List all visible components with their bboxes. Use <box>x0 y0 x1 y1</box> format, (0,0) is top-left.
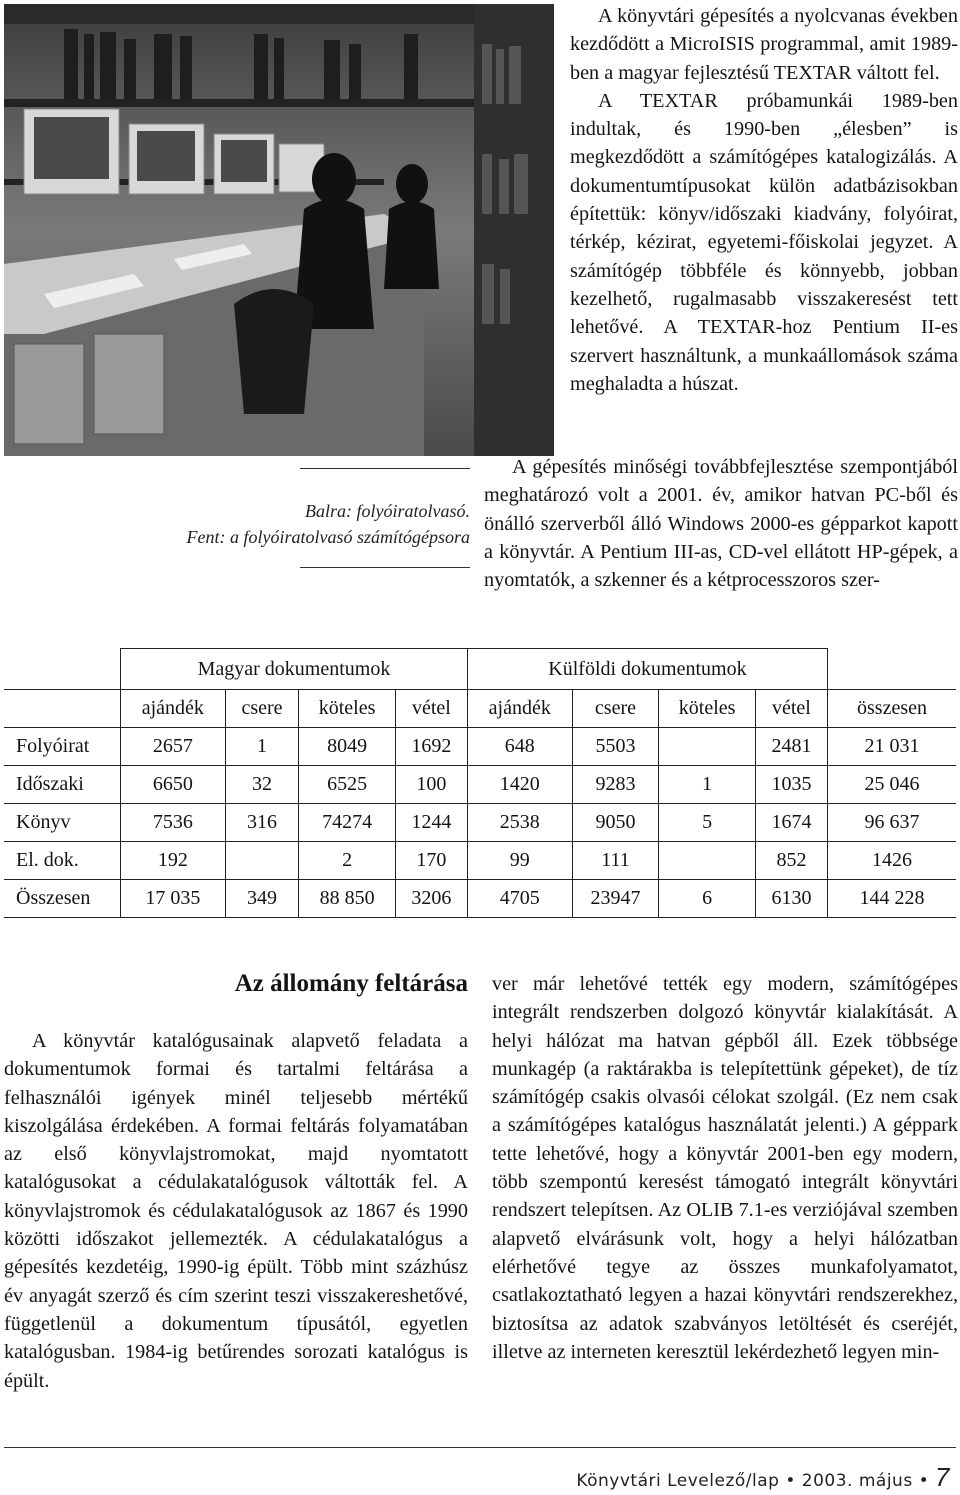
table-cell: 6525 <box>299 766 396 804</box>
right-column-bottom-text <box>492 970 958 1366</box>
table-cell: 100 <box>395 766 467 804</box>
table-cell: 316 <box>225 804 299 842</box>
caption-divider-top <box>300 468 470 469</box>
table-cell: 99 <box>467 842 572 880</box>
table-cell: 170 <box>395 842 467 880</box>
table-corner-right <box>828 649 957 690</box>
table-cell <box>659 842 756 880</box>
table-cell: 1420 <box>467 766 572 804</box>
table-row <box>4 728 956 766</box>
table-cell: 5 <box>659 804 756 842</box>
table-cell: 648 <box>467 728 572 766</box>
holdings-table <box>4 648 956 918</box>
row-label: Időszaki <box>4 766 121 804</box>
table-cell: 2 <box>299 842 396 880</box>
footer-divider <box>4 1447 956 1448</box>
table-cell: 1674 <box>755 804 827 842</box>
left-column-bottom-text <box>4 1027 468 1395</box>
table-cell-total: 96 637 <box>828 804 957 842</box>
row-label: El. dok. <box>4 842 121 880</box>
table-cell: 88 850 <box>299 880 396 918</box>
right-column-top-text <box>570 2 958 398</box>
table-cell: 9050 <box>572 804 659 842</box>
table-row-label-header <box>4 690 121 728</box>
table-cell-total: 1426 <box>828 842 957 880</box>
table-cell: 1244 <box>395 804 467 842</box>
table-cell: 7536 <box>121 804 226 842</box>
table-cell: 23947 <box>572 880 659 918</box>
group-header-foreign: Külföldi dokumentumok <box>467 649 827 690</box>
section-heading: Az állomány feltárása <box>234 970 468 997</box>
table-cell: 4705 <box>467 880 572 918</box>
row-label: Folyóirat <box>4 728 121 766</box>
table-cell: 1035 <box>755 766 827 804</box>
table-cell: 349 <box>225 880 299 918</box>
table-cell <box>659 728 756 766</box>
column-header: csere <box>572 690 659 728</box>
paragraph: ver már lehetővé tették egy modern, számítógépes integrált rendszerben dolgozó könyvtár kialakítását. A helyi hálózat ma hatvan gépből áll. Ezek többsége munkagép (a raktárakba is telepítettünk gépeket), de tíz számítógép csakis olvasói célokat szolgál. (Ez nem csak a számítógépes katalógus használatát jelenti.) A géppark tette lehetővé, hogy a könyvtár 2001-ben egy modern, több szempontú keresést támogató integrált könyvtári rendszert telepítsen. Az OLIB 7.1-es verziójával szemben alapvető elvárásunk volt, hogy a helyi hálózatban elérhetővé tegye az összes munkafolyamatot, csatlakoztatható legyen a hazai könyvtári rendszerekhez, biztosítsa az adatok szabványos letöltését és cseréjét, illetve az interneten keresztül lekérdezhető legyen min- <box>492 973 958 1363</box>
issue-date: 2003. május <box>801 1471 913 1491</box>
paragraph: A könyvtár katalógusainak alapvető feladata a dokumentumok formai és tartalmi feltárása a felhasználói igények minél teljesebb mértékű kiszolgálása érdekében. A formai feltárás folyamatában az első könyvlajstromokat, majd nyomtatott katalógusokat a cédulakatalógusok váltották fel. A könyvlajstromok és cédulakatalógusok az 1867 és 1990 közötti időszakot jellemezték. A cédulakatalógus a gépesítés kezdetéig, 1990-ig épült. Több mint százhúsz év anyagát szerző és cím szerint teszi visszakereshetővé, függetlenül a dokumentum típusától, egyetlen katalógusban. 1984-ig betűrendes sorozati katalógus is épült. <box>4 1030 468 1392</box>
column-header: csere <box>225 690 299 728</box>
table-cell-total: 144 228 <box>828 880 957 918</box>
table-row <box>4 804 956 842</box>
library-photo <box>4 4 554 456</box>
column-header: ajándék <box>467 690 572 728</box>
page-number: 7 <box>935 1462 950 1492</box>
photo-caption <box>130 498 470 550</box>
row-label: Összesen <box>4 880 121 918</box>
column-header: ajándék <box>121 690 226 728</box>
table-cell-total: 21 031 <box>828 728 957 766</box>
table-cell: 1 <box>225 728 299 766</box>
table-cell: 5503 <box>572 728 659 766</box>
table-corner <box>4 649 121 690</box>
table-cell: 6 <box>659 880 756 918</box>
table-cell: 1 <box>659 766 756 804</box>
table-cell: 3206 <box>395 880 467 918</box>
column-header: köteles <box>659 690 756 728</box>
table-cell: 9283 <box>572 766 659 804</box>
page-footer <box>576 1462 950 1493</box>
column-header: vétel <box>395 690 467 728</box>
table-cell: 192 <box>121 842 226 880</box>
caption-line-1: Balra: folyóiratolvasó. <box>305 501 470 521</box>
bullet: • <box>785 1471 796 1491</box>
table-cell: 8049 <box>299 728 396 766</box>
table-cell: 6650 <box>121 766 226 804</box>
group-header-hungarian: Magyar dokumentumok <box>121 649 468 690</box>
paragraph: A TEXTAR próbamunkái 1989-ben indultak, és 1990-ben „élesben” is megkezdődött a számítógépes katalogizálás. A dokumentumtípusokat külön adatbázisokban építettük: könyv/időszaki kiadvány, folyóirat, térkép, kézirat, egyetemi-főiskolai jegyzet. A számítógép többféle és könnyebb, jobban kezelhető, rugalmasabb visszakeresést tett lehetővé. A TEXTAR-hoz Pentium II-es szervert használtunk, a munkaállomások száma meghaladta a húszat. <box>570 89 958 395</box>
table-cell-total: 25 046 <box>828 766 957 804</box>
table-cell: 1692 <box>395 728 467 766</box>
table-row <box>4 842 956 880</box>
library-computer-room-photo-icon <box>4 4 554 456</box>
journal-name: Könyvtári Levelező/lap <box>576 1471 780 1491</box>
caption-divider-bottom <box>300 567 470 568</box>
column-header: köteles <box>299 690 396 728</box>
table-cell: 2538 <box>467 804 572 842</box>
table-row <box>4 766 956 804</box>
table-cell: 852 <box>755 842 827 880</box>
column-header-total: összesen <box>828 690 957 728</box>
table-cell: 2481 <box>755 728 827 766</box>
table-cell: 2657 <box>121 728 226 766</box>
table-cell: 74274 <box>299 804 396 842</box>
caption-line-2: Fent: a folyóiratolvasó számítógépsora <box>186 527 470 547</box>
table-cell: 32 <box>225 766 299 804</box>
table-cell: 17 035 <box>121 880 226 918</box>
table-cell: 6130 <box>755 880 827 918</box>
table-row <box>4 880 956 918</box>
right-column-continued-text <box>484 453 958 594</box>
row-label: Könyv <box>4 804 121 842</box>
table-cell: 111 <box>572 842 659 880</box>
bullet: • <box>918 1471 930 1491</box>
paragraph: A könyvtári gépesítés a nyolcvanas években kezdődött a MicroISIS programmal, amit 1989-ben a magyar fejlesztésű TEXTAR váltott fel. <box>570 5 958 84</box>
table-cell <box>225 842 299 880</box>
column-header: vétel <box>755 690 827 728</box>
paragraph: A gépesítés minőségi továbbfejlesztése szempontjából meghatározó volt a 2001. év, amikor hatvan PC-ből és önálló szerverből álló Windows 2000-es gépparkot kapott a könyvtár. A Pentium III-as, CD-vel ellátott HP-gépek, a nyomtatók, a szkenner és a kétprocesszoros szer- <box>484 456 958 592</box>
